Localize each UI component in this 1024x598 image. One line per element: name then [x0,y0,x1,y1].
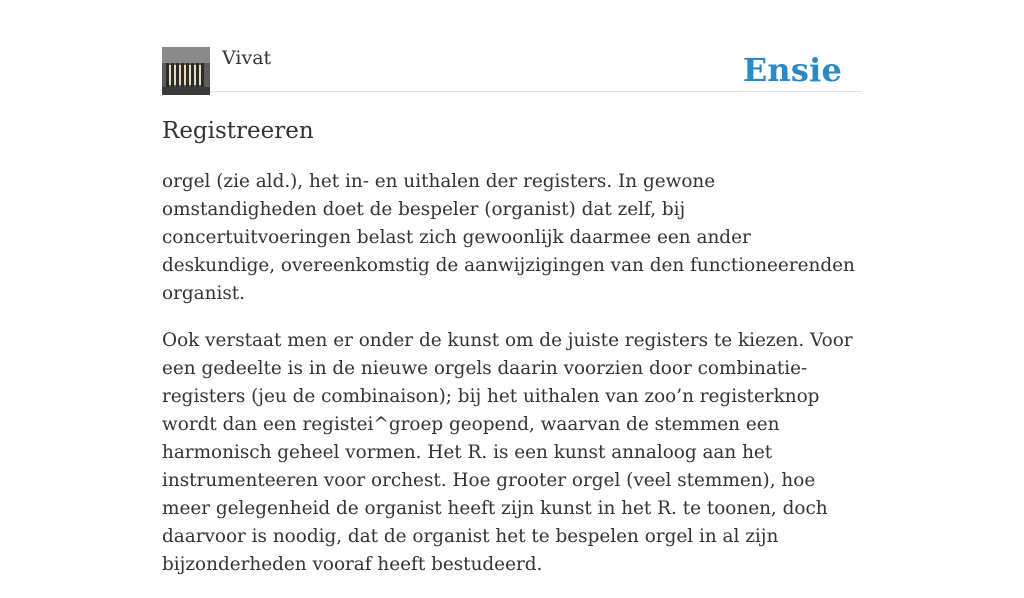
author-name[interactable]: Vivat [222,47,272,69]
brand-logo[interactable]: Ensie [742,51,842,89]
paragraph: Ook verstaat men er onder de kunst om de juiste registers te kiezen. Voor een gedeelte is in de nieuwe orgels daarin voorzien door combinatie-registers (jeu de combinaison); bij het uithalen van zoo’n registerknop wordt dan een registei^groep geopend, waarvan de stemmen een harmonisch geheel vormen. Het R. is een kunst annaloog aan het instrumenteeren voor orchest. Hoe grooter orgel (veel stemmen), hoe meer gelegenheid de organist heeft zijn kunst in het R. te toonen, doch daarvoor is noodig, dat de organist het te bespelen orgel in al zijn bijzonderheden vooraf heeft bestudeerd. [162,330,853,575]
avatar[interactable] [162,47,210,95]
article-title: Registreeren [162,118,314,144]
paragraph: orgel (zie ald.), het in- en uithalen der registers. In gewone omstandigheden doet de bespeler (organist) dat zelf, bij concertuitvoeringen belast zich gewoonlijk daarmee een ander deskundige, overeenkomstig de aanwijzigingen van den functioneerenden organist. [162,171,855,304]
organ-pipes-icon [162,47,210,95]
article-body [162,168,862,598]
header [162,0,862,92]
page-container [162,0,862,575]
